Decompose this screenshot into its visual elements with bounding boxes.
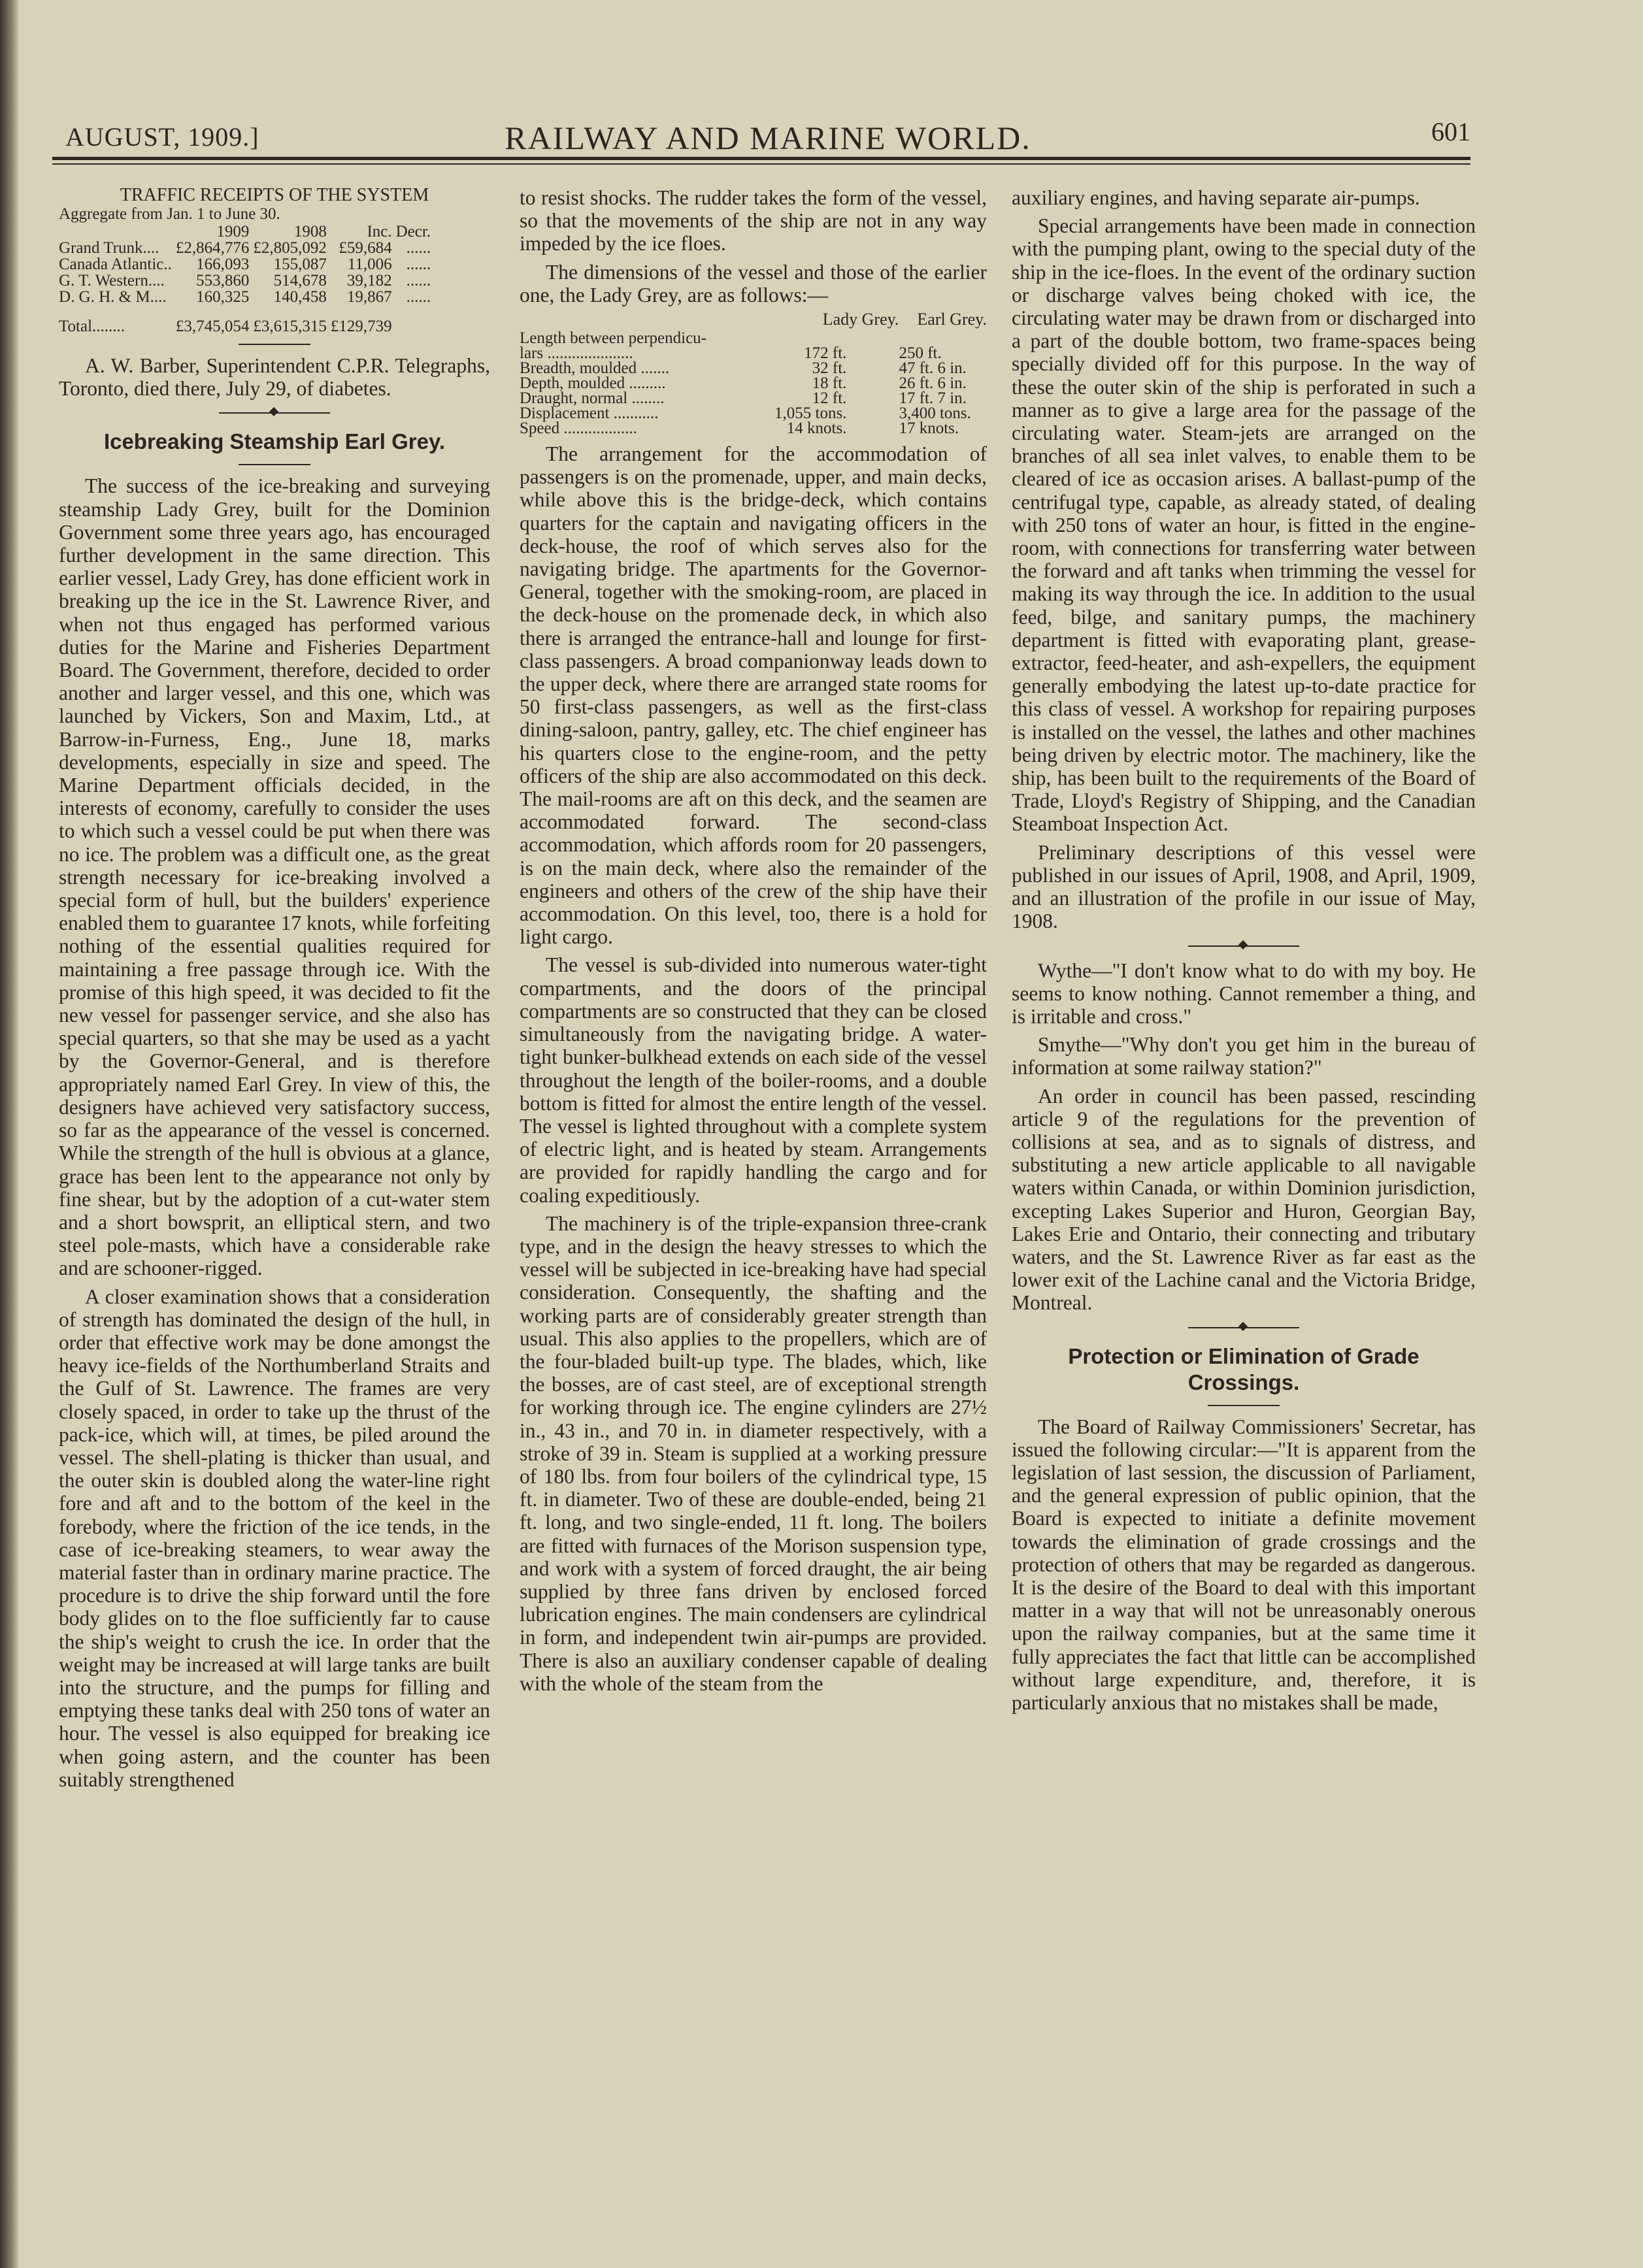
table-cell: 140,458	[273, 288, 327, 306]
table-cell: G. T. Western....	[59, 272, 165, 289]
article-paragraph: Special arrangements have been made in connection with the pumping plant, owing to the special duty of the ship in the ice-floes. In the event of the ordinary suction or discharge valves being choked with ice, the circulating water may be drawn from or discharged into a part of the double bottom, two frame-spaces being specially divided off for this purpose. In the way of these the outer skin of the ship is perforated in such a manner as to give a large area for the passage of the circulating water. Steam-jets are arranged on the branches of all sea inlet valves, to enable them to be cleared of ice as occasion arises. A ballast-pump of the centrifugal type, capable, as already stated, of dealing with 250 tons of water an hour, is fitted in the engine-room, with connections for transferring water between the forward and aft tanks when trimming the vessel for making its way through the ice. In addition to the usual feed, bilge, and sanitary pumps, the machinery department is fitted with evaporating plant, grease-extractor, feed-heater, and ash-expellers, the equipment generally embodying the latest up-to-date practice for this class of vessel. A workshop for repairing purposes is installed on the vessel, the lathes and other machines being driven by electric motor. The machinery, like the ship, has been built to the requirements of the Board of Trade, Lloyd's Registry of Shipping, and the Canadian Steamboat Inspection Act.	[1012, 214, 1476, 836]
table-row	[520, 376, 987, 391]
article-paragraph: The arrangement for the accommodation of passengers is on the promenade, upper, and main decks, while above this is the bridge-deck, which contains quarters for the captain and navigating officers in the deck-house, the roof of which serves also for the navigating bridge. The apartments for the Governor-General, together with the smoking-room, are placed in the deck-house on the promenade deck, in which also there is arranged the entrance-hall and lounge for first-class passengers. A broad companionway leads down to the upper deck, where there are arranged state rooms for 50 first-class passengers, as well as the first-class dining-saloon, pantry, galley, etc. The chief engineer has his quarters close to the engine-room, and the petty officers of the ship are also accommodated on this deck. The mail-rooms are aft on this deck, and the seamen are accommodated forward. The second-class accommodation, which affords room for 20 passengers, is on the main deck, where also the remainder of the engineers and others of the crew of the ship have their accommodation. On this level, too, there is a hold for light cargo.	[520, 442, 987, 949]
table-cell: 47 ft. 6 in.	[899, 359, 967, 378]
table-header	[520, 312, 747, 331]
table-cell: ......	[406, 272, 431, 289]
table-cell: lars .....................	[520, 344, 633, 363]
diamond-divider	[1188, 940, 1299, 953]
table-row	[520, 391, 987, 406]
column-2	[520, 186, 987, 1700]
table-cell: 12 ft.	[812, 389, 847, 408]
anecdote-paragraph: Wythe—"I don't know what to do with my boy. He seems to know nothing. Cannot remember a thing, and is irritable and cross."	[1012, 959, 1476, 1028]
section-divider	[239, 344, 310, 345]
table-row	[520, 406, 987, 421]
table-header-row	[520, 312, 987, 331]
traffic-table-title: TRAFFIC RECEIPTS OF THE SYSTEM	[120, 185, 429, 205]
table-cell: Length between perpendicu-	[520, 329, 706, 348]
article-paragraph: The dimensions of the vessel and those of the earlier one, the Lady Grey, are as follows:—	[520, 260, 987, 306]
header-rule	[52, 157, 1470, 160]
table-cell: Canada Atlantic..	[59, 255, 172, 273]
table-row	[59, 272, 435, 289]
table-cell: £3,615,315	[253, 318, 327, 335]
table-cell: 32 ft.	[812, 359, 847, 378]
table-header-row	[59, 223, 435, 240]
article-paragraph: to resist shocks. The rudder takes the form of the vessel, so that the movements of the ship are not in any way impeded by the ice floes.	[520, 186, 987, 255]
table-header	[59, 223, 176, 240]
table-cell: 155,087	[273, 255, 327, 273]
page-number: 601	[1431, 117, 1470, 146]
table-total-row	[59, 305, 435, 335]
diamond-divider	[219, 406, 330, 419]
anecdote-paragraph: Smythe—"Why don't you get him in the bureau of information at some railway station?"	[1012, 1033, 1476, 1079]
table-cell: £3,745,054	[175, 318, 250, 335]
diamond-icon	[1238, 1321, 1248, 1330]
table-cell: ......	[406, 239, 431, 257]
article-paragraph: The vessel is sub-divided into numerous water-tight compartments, and the doors of the principal compartments are so constructed that they can be closed simultaneously from the navigating bridge. A water-tight bunker-bulkhead extends on each side of the vessel throughout the length of the boiler-rooms, and a double bottom is fitted for almost the entire length of the vessel. The vessel is lighted throughout with a complete system of electric light, and is heated by steam. Arrangements are provided for rapidly handling the cargo and for coaling expeditiously.	[520, 953, 987, 1207]
traffic-receipts-table	[59, 223, 435, 335]
table-cell: 1,055 tons.	[774, 404, 847, 423]
table-cell: Draught, normal ........	[520, 389, 665, 408]
table-cell: 3,400 tons.	[899, 404, 971, 423]
table-header: Inc.	[367, 223, 392, 240]
table-cell: ......	[406, 288, 431, 306]
order-in-council-paragraph: An order in council has been passed, rescinding article 9 of the regulations for the prevention of collisions at sea, and as to signals of distress, and substituting a new article applicable to all navigable waters within Canada, or within Dominion jurisdiction, excepting Lakes Superior and Huron, Georgian Bay, Lakes Erie and Ontario, their connecting and tributary waters, and the St. Lawrence River as far east as the lower exit of the Lachine canal and the Victoria Bridge, Montreal.	[1012, 1084, 1476, 1315]
table-cell: £2,805,092	[253, 239, 327, 257]
table-cell: £129,739	[330, 318, 392, 335]
column-3	[1012, 186, 1476, 1719]
table-row	[520, 361, 987, 376]
table-header: Earl Grey.	[917, 310, 987, 329]
table-cell: 26 ft. 6 in.	[899, 374, 967, 393]
table-cell: 172 ft.	[804, 344, 847, 363]
table-cell: 160,325	[196, 288, 250, 306]
article-paragraph: Preliminary descriptions of this vessel were published in our issues of April, 1908, and April, 1909, and an illustration of the profile in our issue of May, 1908.	[1012, 840, 1476, 933]
diamond-icon	[1238, 940, 1248, 949]
table-cell: Depth, moulded .........	[520, 374, 666, 393]
dimensions-table	[520, 312, 987, 436]
article-paragraph: The machinery is of the triple-expansion three-crank type, and in the design the heavy stresses to which the vessel will be subjected in ice-breaking have had special consideration. Consequently, the shafting and the working parts are of considerably greater strength than usual. This also applies to the propellers, which are of the four-bladed built-up type. The blades, which, like the bosses, are of cast steel, are of exceptional strength for working through ice. The engine cylinders are 27½ in., 43 in., and 70 in. in diameter respectively, with a stroke of 39 in. Steam is supplied at a working pressure of 180 lbs. from four boilers of the cylindrical type, 15 ft. in diameter. Two of these are double-ended, being 21 ft. long, and two single-ended, 11 ft. long. The boilers are fitted with furnaces of the Morison suspension type, and work with a system of forced draught, the air being supplied by three fans driven by enclosed forced lubrication engines. The main condensers are cylindrical in form, and independent twin air-pumps are provided. There is also an auxiliary condenser capable of dealing with the whole of the steam from the	[520, 1211, 987, 1695]
title-underline	[1208, 1405, 1280, 1406]
page-header	[65, 110, 1470, 156]
table-cell: D. G. H. & M....	[59, 288, 167, 306]
table-cell: 250 ft.	[899, 344, 942, 363]
table-header: Decr.	[395, 223, 431, 240]
table-cell: Total........	[59, 318, 125, 335]
table-header: Lady Grey.	[822, 310, 899, 329]
table-cell	[899, 331, 987, 346]
table-cell: £2,864,776	[175, 239, 250, 257]
table-cell: 39,182	[346, 272, 392, 289]
table-cell: 553,860	[196, 272, 250, 289]
table-cell: Displacement ...........	[520, 404, 659, 423]
table-header: 1908	[293, 223, 327, 240]
diamond-divider	[1188, 1321, 1299, 1334]
table-cell: Breadth, moulded .......	[520, 359, 670, 378]
table-cell: 11,006	[347, 255, 392, 273]
article-paragraph: A closer examination shows that a consideration of strength has dominated the design of the hull, in order that effective work may be done amongst the heavy ice-fields of the Northumberland Straits and the Gulf of St. Lawrence. The frames are very closely spaced, in order to take up the thrust of the pack-ice, which will, at times, be piled around the vessel. The shell-plating is thicker than usual, and the outer skin is doubled along the water-line right fore and aft and to the bottom of the keel in the forebody, where the friction of the ice tends, in the case of ice-breaking steamers, to wear away the material faster than in ordinary marine practice. The procedure is to drive the ship forward until the fore body glides on to the floe sufficiently far to cause the ship's weight to crush the ice. In order that the weight may be increased at will large tanks are built into the structure, and the pumps for filling and emptying these tanks deal with 250 tons of water an hour. The vessel is also equipped for breaking ice when going astern, and the counter has been suitably strengthened	[59, 1285, 490, 1791]
table-cell: 17 ft. 7 in.	[899, 389, 967, 408]
table-cell: ......	[406, 255, 431, 273]
table-row	[59, 289, 435, 305]
column-1	[59, 186, 490, 1796]
table-row	[59, 240, 435, 256]
table-cell	[747, 331, 899, 346]
article-paragraph: The Board of Railway Commissioners' Secretar, has issued the following circular:—"It is apparent from the legislation of last session, the discussion of Parliament, and the general expression of public opinion, that the Board is expected to initiate a definite movement towards the elimination of grade crossings and the protection of others that may be regarded as dangerous. It is the desire of the Board to deal with this important matter in a way that will not be unreasonably onerous upon the railway companies, but at the same time it fully appreciates the fact that little can be accomplished without large expenditure, and, therefore, it is particularly anxious that no mistakes shall be made,	[1012, 1415, 1476, 1714]
header-date: AUGUST, 1909.]	[65, 122, 259, 152]
article-paragraph: auxiliary engines, and having separate air-pumps.	[1012, 186, 1420, 209]
table-header: 1909	[216, 223, 250, 240]
header-title: RAILWAY AND MARINE WORLD.	[505, 120, 1031, 156]
table-row	[59, 256, 435, 272]
title-underline	[239, 464, 310, 465]
table-cell	[396, 305, 435, 335]
barber-note: A. W. Barber, Superintendent C.P.R. Telegraphs, Toronto, died there, July 29, of diabetes.	[59, 354, 490, 401]
traffic-table-subtitle: Aggregate from Jan. 1 to June 30.	[59, 205, 280, 223]
table-cell: 18 ft.	[812, 374, 847, 393]
table-cell: 166,093	[196, 255, 250, 273]
table-row	[520, 331, 987, 346]
table-row	[520, 346, 987, 361]
article-paragraph: The success of the ice-breaking and surveying steamship Lady Grey, built for the Dominion Government some three years ago, has encouraged further development in the same direction. This earlier vessel, Lady Grey, has done efficient work in breaking up the ice in the St. Lawrence River, and when not thus engaged has performed various duties for the Marine and Fisheries Department Board. The Government, therefore, decided to order another and larger vessel, and this one, which was launched by Vickers, Son and Maxim, Ltd., at Barrow-in-Furness, Eng., June 18, marks developments, especially in size and speed. The Marine Department officials decided, in the interests of economy, carefully to consider the uses to which such a vessel could be put when there was no ice. The problem was a difficult one, as the great strength necessary for ice-breaking involved a special form of hull, but the builders' experience enabled them to guarantee 17 knots, while forfeiting nothing of the essential qualities required for maintaining a free passage through ice. With the promise of this high speed, it was decided to fit the new vessel for passenger service, and she also has special quarters, so that she may be used as a yacht by the Governor-General, and is therefore appropriately named Earl Grey. In view of this, the designers have achieved very satisfactory success, so far as the appearance of the vessel is concerned. While the strength of the hull is obvious at a glance, grace has been lent to the appearance not only by fine shear, but by the adoption of a cut-water stem and a short bowsprit, an elliptical stern, and two steel pole-masts, which have a considerable rake and are schooner-rigged.	[59, 474, 490, 1280]
table-cell: Speed ..................	[520, 419, 637, 438]
table-cell: 514,678	[273, 272, 327, 289]
wythe-anecdote	[1012, 959, 1476, 1079]
header-rule-thin	[52, 163, 1470, 165]
page-binding-edge	[0, 0, 20, 2268]
table-row	[520, 421, 987, 436]
table-cell: Grand Trunk....	[59, 239, 159, 257]
diamond-icon	[269, 407, 278, 416]
table-cell: £59,684	[339, 239, 392, 257]
article-title-earl-grey: Icebreaking Steamship Earl Grey.	[103, 429, 446, 454]
table-cell: 19,867	[346, 288, 392, 306]
table-cell: 17 knots.	[899, 419, 959, 438]
article-title-grade-crossings: Protection or Elimination of Grade Crossings.	[1068, 1343, 1419, 1394]
table-cell: 14 knots.	[786, 419, 847, 438]
